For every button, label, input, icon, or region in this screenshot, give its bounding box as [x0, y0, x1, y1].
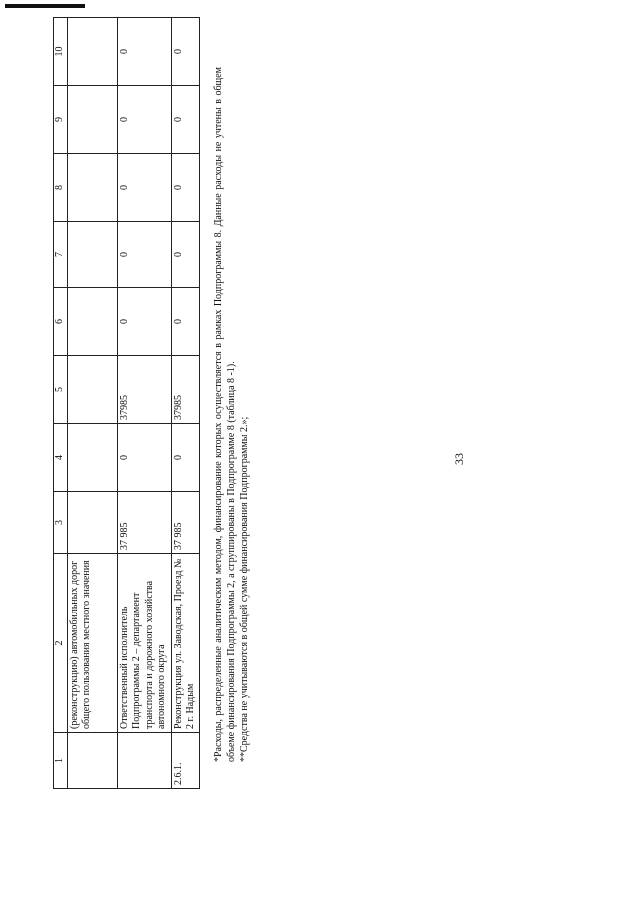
value-cell: 37 985: [117, 492, 171, 554]
value-cell: 0: [117, 86, 171, 154]
footnote-2: **Средства не учитываются в общей сумме финансирования Подпрограммы 2.»;: [239, 416, 250, 762]
table-row: [171, 18, 199, 789]
header-cell: 5: [54, 356, 68, 424]
row-name-cell: Реконструкция ул. Заводская, Проезд № 2 г. Надым: [171, 554, 199, 733]
header-cell: 3: [54, 492, 68, 554]
footnotes: [212, 67, 251, 787]
value-cell: 0: [117, 18, 171, 86]
value-cell: 37 985: [171, 492, 199, 554]
header-cell: 1: [54, 733, 68, 789]
value-cell: 0: [117, 154, 171, 222]
value-cell: [67, 18, 117, 86]
value-cell: 0: [117, 424, 171, 492]
table-row: [117, 18, 171, 789]
page-number: 33: [452, 453, 466, 465]
header-cell: 8: [54, 154, 68, 222]
header-cell: 7: [54, 222, 68, 288]
row-name-cell: (реконструкцию) автомобильных дорог общего пользования местного значения: [67, 554, 117, 733]
value-cell: 0: [171, 86, 199, 154]
value-cell: [67, 222, 117, 288]
header-cell: 6: [54, 288, 68, 356]
value-cell: 0: [117, 288, 171, 356]
value-cell: [67, 288, 117, 356]
value-cell: 0: [171, 18, 199, 86]
table-header-row: [54, 18, 68, 789]
header-cell: 4: [54, 424, 68, 492]
header-cell: 2: [54, 554, 68, 733]
value-cell: [67, 492, 117, 554]
financing-table: [53, 17, 200, 789]
value-cell: [67, 86, 117, 154]
footnote-1: *Расходы, распределенные аналитическим методом, финансирование которых осуществляется в рамках Подпрограммы 8. Данные расходы не учтены в общем объеме финансирования Подпрограммы 2, а сгруппированы в Подпрограмме 8 (таблица 8 -1).: [213, 67, 237, 762]
value-cell: 37985: [117, 356, 171, 424]
value-cell: 37985: [171, 356, 199, 424]
header-cell: 10: [54, 18, 68, 86]
row-number-cell: 2.6.1.: [171, 733, 199, 789]
value-cell: 0: [117, 222, 171, 288]
value-cell: 0: [171, 154, 199, 222]
value-cell: [67, 356, 117, 424]
value-cell: 0: [171, 288, 199, 356]
value-cell: 0: [171, 424, 199, 492]
row-number-cell: [67, 733, 117, 789]
row-name-cell: Ответственный исполнитель Подпрограммы 2 – департамент транспорта и дорожного хозяйства автономного округа: [117, 554, 171, 733]
row-number-cell: [117, 733, 171, 789]
value-cell: [67, 424, 117, 492]
header-cell: 9: [54, 86, 68, 154]
table-row: [67, 18, 117, 789]
value-cell: [67, 154, 117, 222]
value-cell: 0: [171, 222, 199, 288]
